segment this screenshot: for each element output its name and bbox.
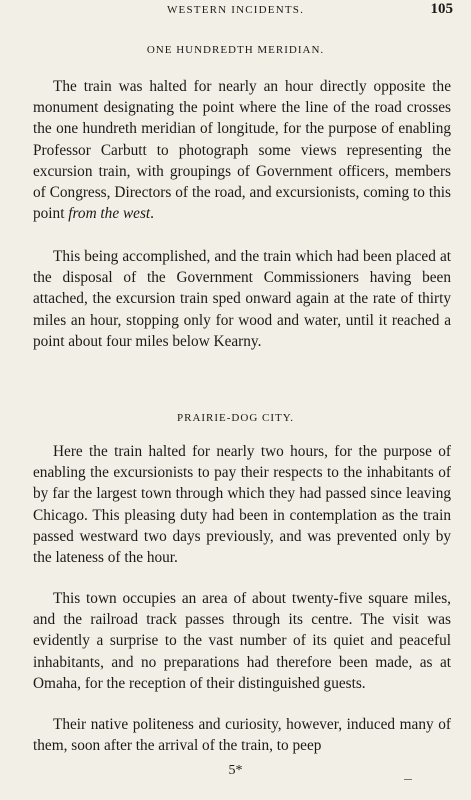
paragraph-meridian-1 bbox=[33, 76, 451, 224]
section-heading-meridian: ONE HUNDREDTH MERIDIAN. bbox=[146, 44, 325, 56]
print-mark bbox=[404, 779, 412, 780]
paragraph-meridian-2: This being accomplished, and the train which had been placed at the disposal of the Government Commissioners having been attached, the excursion train sped onward again at the rate of thirty miles an hour, stopping only for wood and water, until it reached a point about four miles below Kearny. bbox=[33, 248, 451, 350]
emphasis-text: from the west bbox=[68, 205, 151, 223]
paragraph-prairie-2: This town occupies an area of about twenty-five square miles, and the railroad track passes through its centre. The visit was evidently a surprise to the vast number of its quiet and peaceful inhabitants, and no preparations had therefore been made, as at Omaha, for the reception of their distinguished guests. bbox=[33, 590, 451, 692]
paragraph-prairie-1: Here the train halted for nearly two hours, for the purpose of enabling the excursionists to pay their respects to the inhabitants of by far the largest town through which they had passed since leaving Chicago. This pleasing duty had been in contemplation as the train passed westward two days previously, and was prevented only by the lateness of the hour. bbox=[33, 443, 451, 567]
signature-mark: 5* bbox=[228, 763, 243, 778]
running-head bbox=[0, 0, 471, 20]
paragraph-text: The train was halted for nearly an hour directly opposite the monument designating the point where the line of the road crosses the one hundreth meridian of longitude, for the purpose of enabling Professor Carbutt to photograph some views representing the excursion train, with groupings of Government officers, members of Congress, Directors of the road, and excursionists, coming to this point bbox=[33, 78, 451, 223]
paragraph-text-end: . bbox=[150, 205, 154, 223]
page-number: 105 bbox=[430, 1, 453, 17]
section-heading-prairie-dog-city: PRAIRIE-DOG CITY. bbox=[176, 412, 295, 424]
running-title: WESTERN INCIDENTS. bbox=[166, 4, 305, 16]
paragraph-prairie-3: Their native politeness and curiosity, however, induced many of them, soon after the arrival of the train, to peep bbox=[33, 716, 451, 755]
